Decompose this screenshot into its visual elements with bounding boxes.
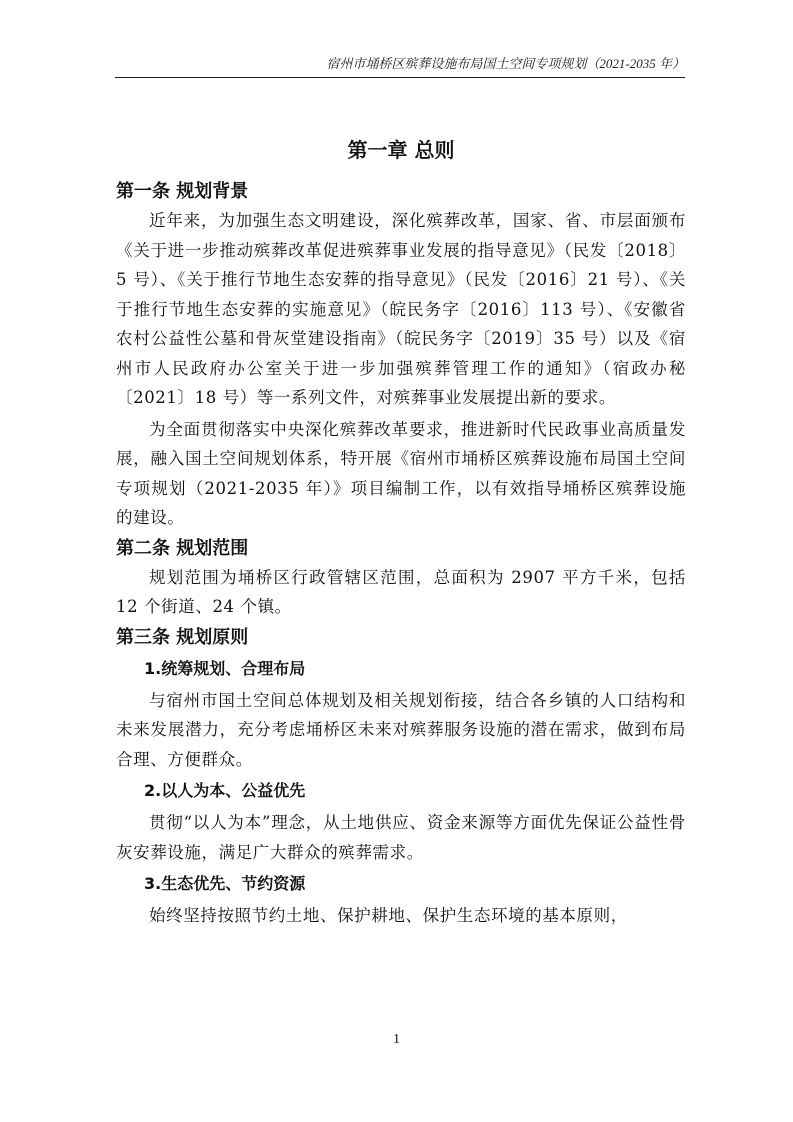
principle-3-title: 3.生态优先、节约资源 [144, 874, 306, 893]
principle-2-text: 贯彻“以人为本”理念，从土地供应、资金来源等方面优先保证公益性骨灰安葬设施，满足广大群众的殡葬需求。 [116, 813, 686, 862]
article-1-paragraph-1: 近年来，为加强生态文明建设，深化殡葬改革，国家、省、市层面颁布《关于进一步推动殡葬改革促进殡葬事业发展的指导意见》（民发〔2018〕5 号）、《关于推行节地生态安葬的指导意见》（民发〔2016〕21 号）、《关于推行节地生态安葬的实施意见》（皖民务字〔2016〕113 号）、《安徽省农村公益性公墓和骨灰堂建设指南》（皖民务字〔2019〕35 号）以及《宿州市人民政府办公室关于进一步加强殡葬管理工作的通知》（宿政办秘〔2021〕18 号）等一系列文件，对殡葬事业发展提出新的要求。 [116, 211, 686, 407]
principle-1-text: 与宿州市国土空间总体规划及相关规划衔接，结合各乡镇的人口结构和未来发展潜力，充分考虑埇桥区未来对殡葬服务设施的潜在需求，做到布局合理、方便群众。 [116, 690, 686, 769]
principle-3-text: 始终坚持按照节约土地、保护耕地、保护生态环境的基本原则， [149, 906, 628, 925]
article-2-heading: 第二条 规划范围 [116, 537, 249, 559]
page-body [116, 122, 686, 933]
page-number: 1 [393, 1032, 400, 1047]
running-header [115, 55, 685, 78]
header-title: 宿州市埇桥区殡葬设施布局国土空间专项规划（2021-2035 年） [326, 56, 685, 71]
article-2-paragraph-1: 规划范围为埇桥区行政管辖区范围，总面积为 2907 平方千米，包括 12 个街道、24 个镇。 [116, 567, 686, 616]
article-1-paragraph-2: 为全面贯彻落实中央深化殡葬改革要求，推进新时代民政事业高质量发展，融入国土空间规划体系，特开展《宿州市埇桥区殡葬设施布局国土空间专项规划（2021-2035 年）》项目编制工作，以有效指导埇桥区殡葬设施的建设。 [116, 419, 686, 527]
principle-2-title: 2.以人为本、公益优先 [144, 781, 306, 800]
principle-1-title: 1.统筹规划、合理布局 [144, 658, 306, 678]
chapter-title: 第一章 总则 [347, 138, 455, 162]
article-1-heading: 第一条 规划背景 [116, 181, 249, 202]
article-3-heading: 第三条 规划原则 [116, 626, 249, 648]
